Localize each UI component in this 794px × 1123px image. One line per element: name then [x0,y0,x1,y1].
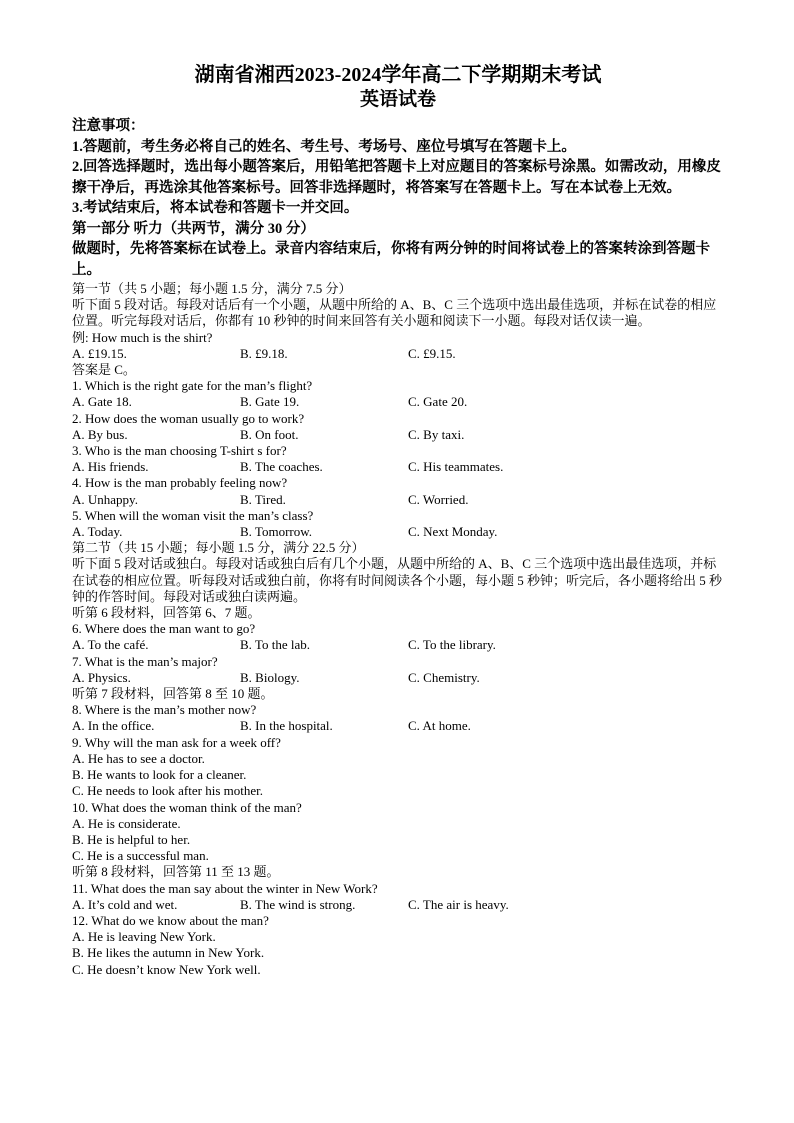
options-3 [72,459,724,475]
option-a: A. Gate 18. [72,394,132,410]
notes-heading: 注意事项： [72,118,145,134]
option-c: C. Gate 20. [408,394,468,410]
question-5: 5. When will the woman visit the man’s class? [72,507,314,523]
material-8: 听第 8 段材料，回答第 11 至 13 题。 [72,864,280,880]
option-b: B. £9.18. [240,345,288,361]
option-a: A. It’s cold and wet. [72,896,178,912]
note-item: 2.回答选择题时，选出每小题答案后，用铅笔把答题卡上对应题目的答案标号涂黑。如需改动，用橡皮擦干净后，再选涂其他答案标号。回答非选择题时，将答案写在答题卡上。写在本试卷上无效。 [72,159,721,196]
option-c: C. £9.15. [408,345,456,361]
option-b: B. To the lab. [240,637,310,653]
page-title: 湖南省湘西2023-2024学年高二下学期期末考试 [194,64,602,86]
options-7 [72,670,724,686]
option-c: C. By taxi. [408,426,465,442]
option-c: C. Chemistry. [408,669,480,685]
section2-instruction: 听下面 5 段对话或独白。每段对话或独白后有几个小题，从题中所给的 A、B、C 三个选项中选出最佳选项，并标在试卷的相应位置。听每段对话或独白前，你将有时间阅读各个小题，每小题 5 秒钟；听完后，各小题将给出 5 秒钟的作答时间。每段对话或独白读两遍。 [72,556,723,604]
option-b: B. The coaches. [240,459,323,475]
option-a: A. £19.15. [72,345,127,361]
option-b: B. Gate 19. [240,394,300,410]
page-subtitle: 英语试卷 [359,89,436,110]
part1-heading: 第一部分 听力（共两节，满分 30 分） [72,220,315,237]
option-b: B. He is helpful to her. [72,831,191,847]
option-b: B. On foot. [240,426,299,442]
part1-instruction: 做题时，先将答案标在试卷上。录音内容结束后，你将有两分钟的时间将试卷上的答案转涂到答题卡上。 [72,241,710,278]
material-6: 听第 6 段材料，回答第 6、7 题。 [72,605,261,621]
option-c: C. His teammates. [408,459,504,475]
option-b: B. He wants to look for a cleaner. [72,767,247,783]
option-c: C. Worried. [408,491,469,507]
question-11: 11. What does the man say about the winter in New Work? [72,880,378,896]
option-c: C. He is a successful man. [72,848,209,864]
option-a: A. He is leaving New York. [72,929,216,945]
question-12: 12. What do we know about the man? [72,912,269,928]
option-a: A. He is considerate. [72,815,181,831]
options-4 [72,492,724,508]
question-2: 2. How does the woman usually go to work? [72,410,305,426]
material-7: 听第 7 段材料，回答第 8 至 10 题。 [72,686,274,702]
option-a: A. Physics. [72,669,131,685]
question-10: 10. What does the woman think of the man? [72,799,302,815]
section1-heading: 第一节（共 5 小题；每小题 1.5 分，满分 7.5 分） [72,281,352,296]
option-c: C. To the library. [408,637,496,653]
options-6 [72,637,724,653]
option-c: C. At home. [408,718,471,734]
question-4: 4. How is the man probably feeling now? [72,475,288,491]
option-b: B. Biology. [240,669,300,685]
question-3: 3. Who is the man choosing T-shirt s for? [72,443,287,459]
example-options [72,346,724,362]
options-1 [72,394,724,410]
option-b: B. Tired. [240,491,286,507]
option-a: A. In the office. [72,718,155,734]
options-5 [72,524,724,540]
options-2 [72,427,724,443]
option-b: B. He likes the autumn in New York. [72,945,265,961]
option-b: B. In the hospital. [240,718,333,734]
exam-page [72,62,724,978]
section2-heading: 第二节（共 15 小题；每小题 1.5 分，满分 22.5 分） [72,540,365,556]
section1-instruction: 听下面 5 段对话。每段对话后有一个小题，从题中所给的 A、B、C 三个选项中选出最佳选项，并标在试卷的相应位置。听完每段对话后，你都有 10 秒钟的时间来回答有关小题和阅读下一小题。每段对话仅读一遍。 [72,297,717,329]
example-answer: 答案是 C。 [72,362,136,378]
option-b: B. Tomorrow. [240,524,313,540]
option-a: A. By bus. [72,426,128,442]
option-a: A. He has to see a doctor. [72,750,205,766]
option-c: C. The air is heavy. [408,896,509,912]
question-8: 8. Where is the man’s mother now? [72,702,257,718]
note-item: 1.答题前，考生务必将自己的姓名、考生号、考场号、座位号填写在答题卡上。 [72,138,576,155]
option-a: A. Today. [72,524,123,540]
option-a: A. Unhappy. [72,491,138,507]
option-a: A. To the café. [72,637,149,653]
option-c: C. He doesn’t know New York well. [72,961,261,977]
question-7: 7. What is the man’s major? [72,653,218,669]
option-c: C. Next Monday. [408,524,498,540]
option-c: C. He needs to look after his mother. [72,783,263,799]
option-a: A. His friends. [72,459,149,475]
question-1: 1. Which is the right gate for the man’s flight? [72,378,313,394]
question-9: 9. Why will the man ask for a week off? [72,734,281,750]
note-item: 3.考试结束后，将本试卷和答题卡一并交回。 [72,200,359,216]
options-11 [72,897,724,913]
options-8 [72,718,724,734]
option-b: B. The wind is strong. [240,896,356,912]
question-6: 6. Where does the man want to go? [72,621,256,637]
example-question: 例: How much is the shirt? [72,329,213,345]
